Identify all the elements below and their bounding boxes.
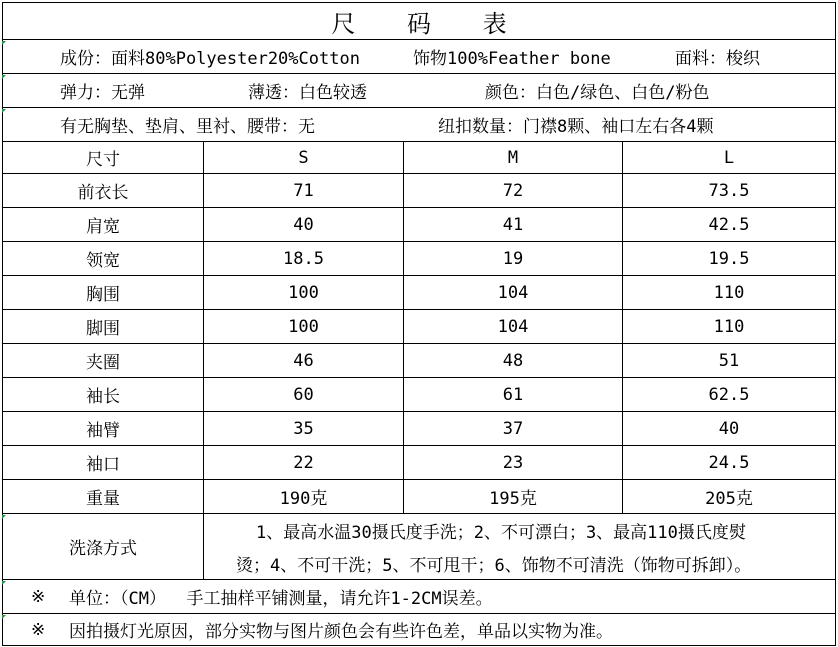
value-s: 100 [288, 316, 319, 337]
info-row-composition [2, 40, 836, 74]
page-title: 尺 码 表 [331, 9, 529, 38]
cell-marker [2, 581, 6, 585]
table-row [2, 208, 836, 242]
value-l: 19.5 [708, 248, 750, 269]
note-symbol: ※ [31, 619, 46, 640]
cell-marker [2, 75, 6, 79]
value-s: 71 [293, 180, 314, 201]
note-row-color [2, 614, 836, 646]
washing-line-1: 1、最高水温30摄氏度手洗；2、不可漂白；3、最高110摄氏度熨 [256, 522, 746, 543]
value-l: 51 [718, 350, 740, 371]
table-row [2, 242, 836, 276]
value-l: 110 [713, 282, 745, 303]
value-m: 104 [497, 316, 529, 337]
table-row [2, 174, 836, 208]
cell-marker [2, 615, 6, 619]
value-s: 22 [293, 452, 314, 473]
row-label: 前衣长 [77, 183, 129, 203]
table-header-row [2, 142, 836, 174]
value-m: 19 [502, 248, 524, 269]
value-s: 35 [293, 418, 314, 439]
row-label: 袖长 [86, 387, 120, 407]
header-size: 尺寸 [86, 150, 120, 170]
value-l: 73.5 [708, 180, 750, 201]
table-row [2, 446, 836, 480]
title-row [2, 2, 836, 40]
value-s: 100 [288, 282, 319, 303]
washing-line-2: 烫；4、不可干洗；5、不可甩干；6、饰物不可清洗（饰物可拆卸）。 [236, 555, 752, 576]
table-row [2, 480, 836, 514]
value-s: 40 [293, 214, 314, 235]
value-s: 18.5 [283, 248, 324, 269]
table-row [2, 276, 836, 310]
row-label: 胸围 [86, 285, 120, 305]
cell-marker [2, 109, 6, 113]
note-row-unit [2, 580, 836, 614]
cell-marker [2, 41, 6, 45]
fabric-type-text: 面料：梭织 [675, 49, 760, 69]
value-s: 46 [293, 350, 314, 371]
colors-text: 颜色：白色/绿色、白色/粉色 [485, 83, 710, 103]
info-row-elasticity [2, 74, 836, 108]
buttons-text: 纽扣数量：门襟8颗、袖口左右各4颗 [438, 117, 714, 137]
row-label: 领宽 [86, 251, 120, 271]
value-l: 42.5 [708, 214, 750, 235]
header-s: S [298, 147, 309, 168]
table-row [2, 378, 836, 412]
value-m: 61 [502, 384, 524, 405]
header-l: L [723, 147, 735, 168]
header-m: M [507, 147, 519, 168]
washing-row [2, 514, 836, 580]
note-symbol: ※ [31, 586, 46, 607]
value-m: 23 [502, 452, 524, 473]
row-label: 夹圈 [86, 353, 120, 373]
elasticity-text: 弹力：无弹 [60, 83, 145, 103]
value-m: 195克 [489, 489, 537, 509]
table-row [2, 412, 836, 446]
value-l: 205克 [705, 489, 753, 509]
value-m: 104 [497, 282, 529, 303]
table-row [2, 344, 836, 378]
value-s: 190克 [279, 489, 328, 509]
value-l: 62.5 [708, 384, 750, 405]
value-l: 40 [718, 418, 740, 439]
row-label: 袖臂 [86, 421, 120, 441]
value-m: 37 [502, 418, 524, 439]
row-label: 袖口 [86, 455, 120, 475]
composition-text: 成份：面料80%Polyester20%Cotton [60, 49, 360, 69]
accessories-text: 有无胸垫、垫肩、里衬、腰带：无 [60, 117, 315, 137]
decoration-text: 饰物100%Feather bone [413, 49, 611, 69]
note-text-color: 因拍摄灯光原因，部分实物与图片颜色会有些许色差，单品以实物为准。 [69, 622, 613, 642]
value-m: 72 [502, 180, 524, 201]
cell-marker [2, 515, 6, 519]
info-row-accessories [2, 108, 836, 142]
value-l: 24.5 [708, 452, 750, 473]
washing-label: 洗涤方式 [69, 539, 137, 559]
row-label: 肩宽 [86, 217, 120, 237]
value-m: 48 [502, 350, 524, 371]
row-label: 重量 [86, 489, 120, 509]
value-m: 41 [502, 214, 524, 235]
table-row [2, 310, 836, 344]
row-label: 脚围 [86, 319, 120, 339]
value-s: 60 [293, 384, 314, 405]
value-l: 110 [713, 316, 745, 337]
note-text-unit: 单位：（CM） 手工抽样平铺测量，请允许1-2CM误差。 [69, 589, 493, 609]
sheerness-text: 薄透：白色较透 [248, 83, 367, 103]
